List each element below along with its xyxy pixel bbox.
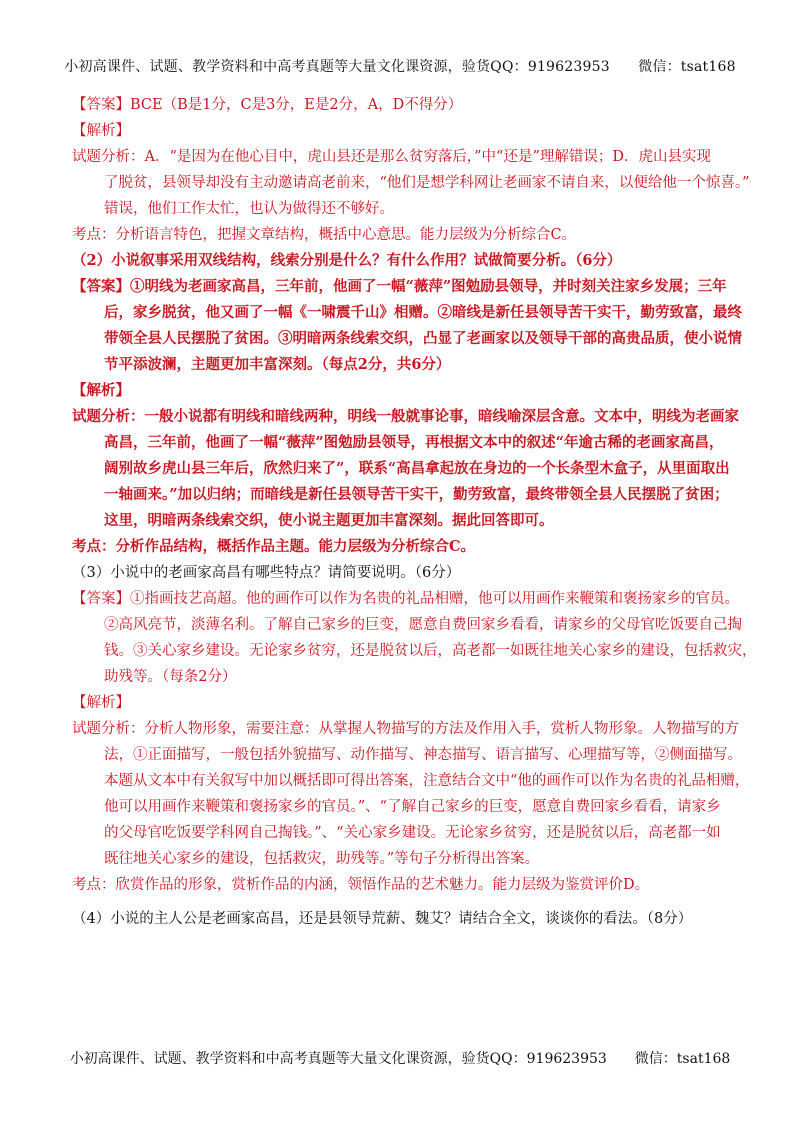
- analysis-line: 他可以用画作来鞭策和褒扬家乡的官员。”、“了解自己家乡的巨变，愿意自费回家乡看看，请家乡: [104, 799, 721, 815]
- analysis-line: 法，①正面描写，一般包括外貌描写、动作描写、神态描写、语言描写、心理描写等，②侧面描写。: [104, 747, 742, 763]
- answer-line: 【答案】①明线为老画家高昌，三年前，他画了一幅“薇萍”图勉励县领导，并时刻关注家乡发展；三年: [72, 278, 727, 295]
- analysis-line: 这里，明暗两条线索交织，使小说主题更加丰富深刻。据此回答即可。: [104, 512, 554, 529]
- answer-line: 【答案】①指画技艺高超。他的画作可以作为名贵的礼品相赠，他可以用画作来鞭策和褒扬家乡的官员。: [72, 591, 739, 607]
- analysis-line: 错误，他们工作太忙，也认为做得还不够好。: [104, 201, 394, 217]
- answer-line: 钱。③关心家乡建设。无论家乡贫穷，还是脱贫以后，高老都一如既往地关心家乡的建设，包括救灾，: [104, 643, 757, 659]
- key-point-line: 考点：欣赏作品的形象，赏析作品的内涵，领悟作品的艺术魅力。能力层级为鉴赏评价D。: [72, 877, 650, 893]
- question-3: （3）小说中的老画家高昌有哪些特点？请简要说明。（6分）: [72, 565, 461, 581]
- analysis-line: 试题分析：分析人物形象，需要注意：从掌握人物描写的方法及作用入手，赏析人物形象。人物描写的方: [72, 721, 739, 737]
- answer-line: 【答案】BCE（B是1分，C是3分，E是2分，A，D不得分）: [72, 97, 463, 113]
- key-point-line: 考点：分析作品结构，概括作品主题。能力层级为分析综合C。: [72, 538, 476, 555]
- answer-line: 带领全县人民摆脱了贫困。③明暗两条线索交织，凸显了老画家以及领导干部的高贵品质，使小说情: [104, 330, 742, 347]
- analysis-line: 阔别故乡虎山县三年后，欣然归来了”，联系“高昌拿起放在身边的一个长条型木盒子，从里面取出: [104, 460, 730, 477]
- page-header: 小初高课件、试题、教学资料和中高考真题等大量文化课资源，验货QQ：919623953 微信：tsat168: [64, 59, 736, 75]
- question-4: （4）小说的主人公是老画家高昌，还是县领导荒薪、魏艾？请结合全文，谈谈你的看法。（8分）: [72, 911, 693, 927]
- page-footer: 小初高课件、试题、教学资料和中高考真题等大量文化课资源，验货QQ：919623953 微信：tsat168: [69, 1051, 731, 1067]
- analysis-line: 试题分析：A．“是因为在他心目中，虎山县还是那么贫穷落后，”中“还是”理解错误；D．虎山县实现: [72, 149, 711, 165]
- analysis-line: 的父母官吃饭要学科网自己掏钱。”、“关心家乡建设。无论家乡贫穷，还是脱贫以后，高老都一如: [104, 825, 721, 841]
- analysis-heading: 【解析】: [72, 695, 130, 711]
- answer-line: 节平添波澜，主题更加丰富深刻。（每点2分，共6分）: [104, 356, 451, 373]
- analysis-line: 一轴画来。”加以归纳；而暗线是新任县领导苦干实干，勤劳致富，最终带领全县人民摆脱了贫困；: [104, 486, 729, 503]
- analysis-line: 了脱贫，县领导却没有主动邀请高老前来，“他们是想学科网让老画家不请自来，以便给他一个惊喜。”: [104, 175, 750, 191]
- answer-line: 后，家乡脱贫，他又画了一幅《一啸震千山》相赠。②暗线是新任县领导苦干实干，勤劳致富，最终: [104, 304, 742, 321]
- analysis-line: 本题从文本中有关叙写中加以概括即可得出答案，注意结合文中“他的画作可以作为名贵的礼品相赠，: [104, 773, 750, 789]
- analysis-line: 试题分析：一般小说都有明线和暗线两种，明线一般就事论事，暗线喻深层含意。文本中，明线为老画家: [72, 408, 739, 425]
- analysis-line: 高昌，三年前，他画了一幅“薇萍”图勉励县领导，再根据文本中的叙述“年逾古稀的老画家高昌，: [104, 434, 724, 451]
- analysis-heading: 【解析】: [72, 123, 130, 139]
- document-body: [72, 92, 757, 932]
- answer-line: 助残等。（每条2分）: [104, 669, 237, 685]
- answer-line: ②高风亮节，淡薄名利。了解自己家乡的巨变，愿意自费回家乡看看，请家乡的父母官吃饭要自己掏: [104, 617, 742, 633]
- question-2: （2）小说叙事采用双线结构，线索分别是什么？有什么作用？试做简要分析。（6分）: [72, 252, 622, 269]
- analysis-heading: 【解析】: [72, 382, 130, 399]
- key-point-line: 考点：分析语言特色，把握文章结构，概括中心意思。能力层级为分析综合C。: [72, 227, 577, 243]
- analysis-line: 既往地关心家乡的建设，包括救灾，助残等。”等句子分析得出答案。: [104, 851, 540, 867]
